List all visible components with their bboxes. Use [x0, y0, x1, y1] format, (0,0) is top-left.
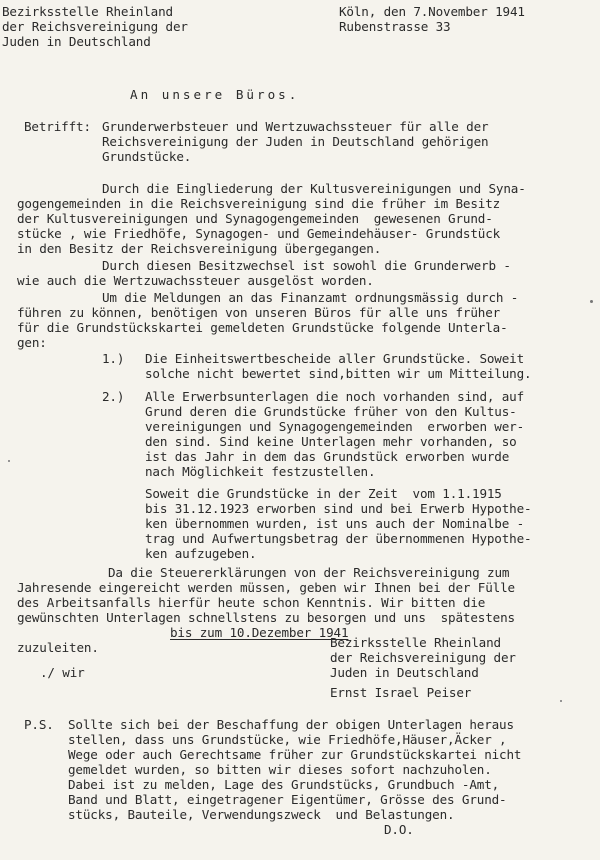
body-line: führen zu können, benötigen von unseren Büros für alle uns früher — [17, 305, 501, 320]
body-line: gewünschten Unterlagen schnellstens zu besorgen und uns spätestens — [17, 610, 515, 625]
body-line: gen: — [17, 335, 47, 350]
postscript-closing: D.O. — [384, 822, 414, 837]
signature-line: der Reichsvereinigung der — [330, 650, 516, 665]
body-line: Da die Steuererklärungen von der Reichsvereinigung zum — [108, 565, 510, 580]
body-line: ist das Jahr in dem das Grundstück erworben wurde — [145, 449, 510, 464]
typist-initials: ./ wir — [40, 665, 85, 680]
body-line: für die Grundstückskartei gemeldeten Grundstücke folgende Unterla- — [17, 320, 508, 335]
scan-speck — [560, 700, 562, 702]
signature-line: Juden in Deutschland — [330, 665, 479, 680]
body-line: vereinigungen und Synagogengemeinden erworben wer- — [145, 419, 525, 434]
postscript-line: stücks, Bauteile, Verwendungszweck und Belastungen. — [68, 807, 455, 822]
body-line: Durch diesen Besitzwechsel ist sowohl die Grunderwerb - — [102, 258, 511, 273]
signatory-name: Ernst Israel Peiser — [330, 685, 472, 700]
closing-word: zuzuleiten. — [17, 640, 99, 655]
item-number: 2.) — [102, 389, 125, 404]
postscript-line: gemeldet wurden, so bitten wir dieses sofort nachzuholen. — [68, 762, 492, 777]
subject-line: Grunderwerbsteuer und Wertzuwachssteuer für alle der — [102, 119, 489, 134]
postscript-line: Dabei ist zu melden, Lage des Grundstücks, Grundbuch -Amt, — [68, 777, 500, 792]
subject-label: Betrifft: — [24, 119, 91, 134]
body-line: gogengemeinden in die Reichsvereinigung sind die früher im Besitz — [17, 196, 501, 211]
sender-line: der Reichsvereinigung der — [2, 19, 188, 34]
body-line: bis 31.12.1923 erworben sind und bei Erwerb Hypothe- — [145, 501, 532, 516]
postscript-line: Sollte sich bei der Beschaffung der obigen Unterlagen heraus — [68, 717, 514, 732]
date-line: Köln, den 7.November 1941 — [339, 4, 525, 19]
body-line: nach Möglichkeit festzustellen. — [145, 464, 376, 479]
subject-line: Reichsvereinigung der Juden in Deutschland gehörigen — [102, 134, 489, 149]
sender-line: Bezirksstelle Rheinland — [2, 4, 173, 19]
address-line: Rubenstrasse 33 — [339, 19, 451, 34]
postscript-line: Wege oder auch Gerechtsame früher zur Grundstückskartei nicht — [68, 747, 522, 762]
postscript-line: Band und Blatt, eingetragener Eigentümer, Grösse des Grund- — [68, 792, 507, 807]
signature-line: Bezirksstelle Rheinland — [330, 635, 501, 650]
body-line: trag und Aufwertungsbetrag der übernommenen Hypothe- — [145, 531, 532, 546]
body-line: Um die Meldungen an das Finanzamt ordnungsmässig durch - — [102, 290, 519, 305]
scan-speck — [590, 300, 593, 303]
body-line: wie auch die Wertzuwachssteuer ausgelöst worden. — [17, 273, 374, 288]
body-line: der Kultusvereinigungen und Synagogengemeinden gewesenen Grund- — [17, 211, 493, 226]
deadline: bis zum 10.Dezember 1941 — [170, 625, 349, 640]
body-line: Alle Erwerbsunterlagen die noch vorhanden sind, auf — [145, 389, 525, 404]
body-line: Jahresende eingereicht werden müssen, geben wir Ihnen bei der Fülle — [17, 580, 515, 595]
addressee: An unsere Büros. — [130, 87, 300, 102]
body-line: ken übernommen wurden, ist uns auch der Nominalbe - — [145, 516, 525, 531]
body-line: den sind. Sind keine Unterlagen mehr vorhanden, so — [145, 434, 517, 449]
body-line: stücke , wie Friedhöfe, Synagogen- und Gemeindehäuser- Grundstück — [17, 226, 501, 241]
body-line: ken aufzugeben. — [145, 546, 257, 561]
subject-line: Grundstücke. — [102, 149, 192, 164]
item-number: 1.) — [102, 351, 125, 366]
postscript-label: P.S. — [24, 717, 54, 732]
body-line: in den Besitz der Reichsvereinigung übergegangen. — [17, 241, 382, 256]
postscript-line: stellen, dass uns Grundstücke, wie Friedhöfe,Häuser,Äcker , — [68, 732, 507, 747]
body-line: Soweit die Grundstücke in der Zeit vom 1.1.1915 — [145, 486, 502, 501]
body-line: solche nicht bewertet sind,bitten wir um Mitteilung. — [145, 366, 532, 381]
body-line: Grund deren die Grundstücke früher von den Kultus- — [145, 404, 517, 419]
body-line: des Arbeitsanfalls hierfür heute schon Kenntnis. Wir bitten die — [17, 595, 486, 610]
sender-line: Juden in Deutschland — [2, 34, 151, 49]
body-line: Die Einheitswertbescheide aller Grundstücke. Soweit — [145, 351, 525, 366]
body-line: Durch die Eingliederung der Kultusvereinigungen und Syna- — [102, 181, 526, 196]
scan-speck — [8, 460, 10, 462]
